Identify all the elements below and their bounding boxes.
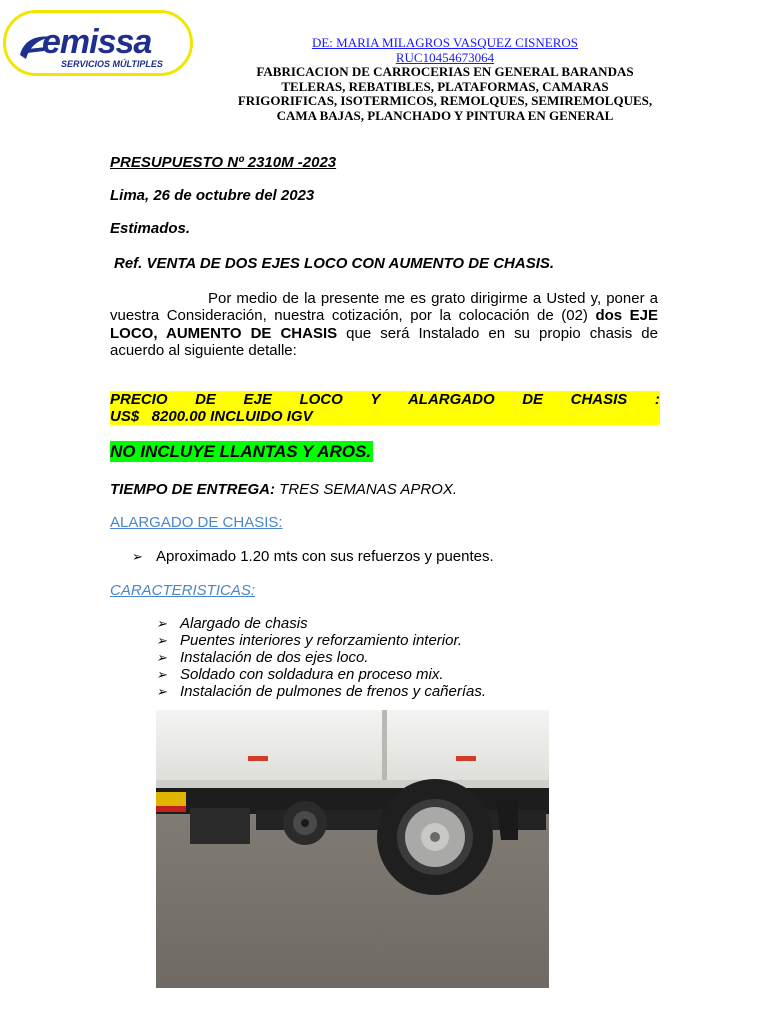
price-amount: US$ 8200.00 INCLUIDO IGV (110, 408, 313, 425)
header-line-4: CAMA BAJAS, PLANCHADO Y PINTURA EN GENERAL (276, 107, 614, 123)
arrowhead-bullet-icon: ➢ (156, 650, 167, 665)
truck-axle-photo (156, 710, 549, 988)
list-item (156, 683, 486, 700)
company-logo (3, 10, 193, 76)
price-word: DE (522, 391, 544, 408)
arrowhead-bullet-icon: ➢ (156, 667, 167, 682)
ruc-number: RUC10454673064 (395, 49, 495, 65)
alargado-list (132, 548, 494, 565)
price-word: EJE (243, 391, 272, 408)
list-item-text: Instalación de dos ejes loco. (180, 649, 369, 666)
caracteristicas-list (156, 615, 486, 700)
price-word: Y (370, 391, 381, 408)
body-paragraph (110, 290, 658, 359)
list-item (156, 632, 486, 649)
delivery-value: TRES SEMANAS APROX. (275, 481, 458, 498)
list-item (156, 649, 486, 666)
delivery-label: TIEMPO DE ENTREGA: (110, 481, 276, 498)
list-item-text: Puentes interiores y reforzamiento interior. (180, 632, 463, 649)
price-word: : (654, 391, 660, 408)
document-date: Lima, 26 de octubre del 2023 (110, 187, 315, 204)
list-item-text: Alargado de chasis (180, 615, 308, 632)
body-text-1: Por medio de la presente me es grato dirigirme a Usted y, poner a vuestra Consideración, nuestra cotización, por la colocación de (02) (110, 290, 658, 325)
price-word: ALARGADO (407, 391, 495, 408)
logo-tagline: SERVICIOS MÚLTIPLES (61, 59, 163, 69)
header-line-2: TELERAS, REBATIBLES, PLATAFORMAS, CAMARAS (281, 78, 609, 94)
list-item-text: Soldado con soldadura en proceso mix. (180, 666, 444, 683)
arrowhead-bullet-icon: ➢ (156, 684, 167, 699)
price-word: DE (195, 391, 216, 408)
arrowhead-bullet-icon: ➢ (132, 549, 143, 564)
arrowhead-bullet-icon: ➢ (156, 616, 167, 631)
logo-wordmark: emissa (42, 23, 152, 61)
price-word: LOCO (299, 391, 343, 408)
letterhead (215, 36, 675, 124)
list-item (156, 615, 486, 632)
price-word: CHASIS (570, 391, 628, 408)
owner-name: DE: MARIA MILAGROS VASQUEZ CISNEROS (311, 35, 579, 50)
price-highlight (110, 391, 660, 425)
greeting: Estimados. (110, 220, 191, 237)
budget-number: PRESUPUESTO Nº 2310M -2023 (110, 154, 337, 171)
header-line-1: FABRICACION DE CARROCERIAS EN GENERAL BARANDAS (256, 64, 634, 80)
list-item-text: Instalación de pulmones de frenos y cañerías. (180, 683, 487, 700)
body-text-2: que será Instalado en su propio chasis de acuerdo al siguiente detalle: (110, 324, 658, 359)
list-item (156, 666, 486, 683)
list-item-text: Aproximado 1.20 mts con sus refuerzos y puentes. (156, 548, 494, 565)
no-tires-notice: NO INCLUYE LLANTAS Y AROS. (110, 442, 372, 461)
alargado-heading: ALARGADO DE CHASIS: (110, 514, 283, 531)
price-line-1 (110, 391, 660, 408)
price-word: PRECIO (110, 391, 168, 408)
arrowhead-bullet-icon: ➢ (156, 633, 167, 648)
list-item (132, 548, 494, 565)
truck-photo-illustration (156, 710, 549, 988)
header-line-3: FRIGORIFICAS, ISOTERMICOS, REMOLQUES, SEMIREMOLQUES, (237, 93, 653, 109)
caracteristicas-heading: CARACTERISTICAS: (110, 582, 256, 599)
delivery-time (110, 481, 457, 498)
body-text-bold: dos EJE LOCO, AUMENTO DE CHASIS (110, 307, 658, 342)
reference-line: Ref. VENTA DE DOS EJES LOCO CON AUMENTO DE CHASIS. (114, 255, 555, 272)
